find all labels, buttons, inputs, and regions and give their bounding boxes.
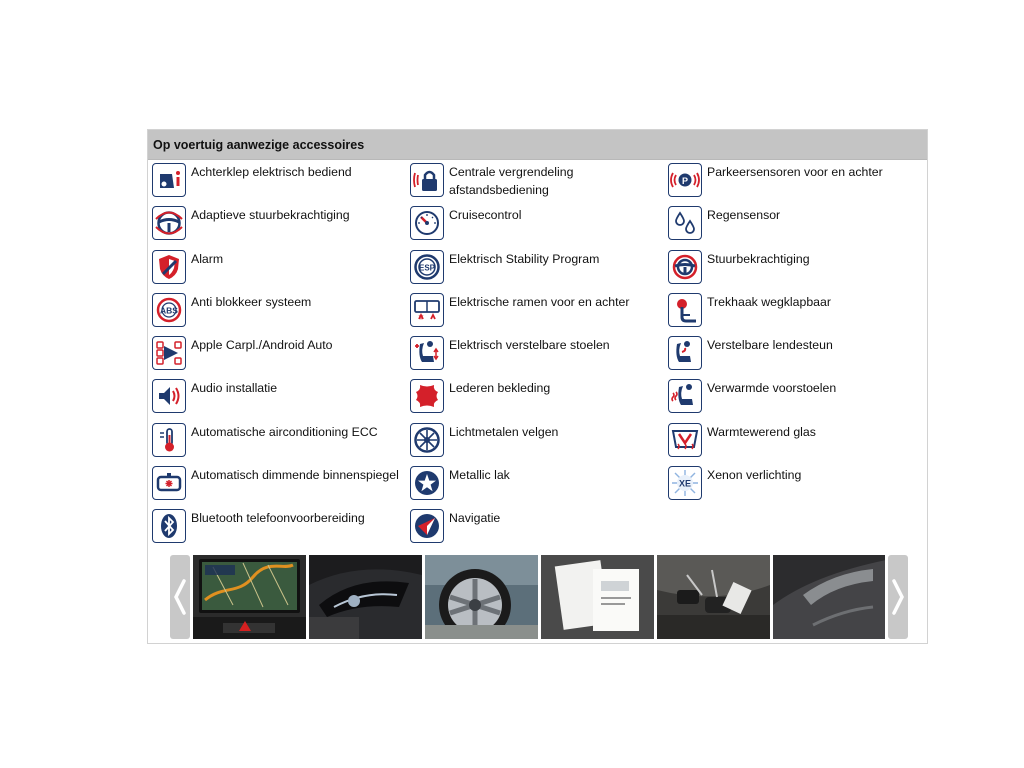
speedometer-icon xyxy=(410,206,444,240)
panel-title: Op voertuig aanwezige accessoires xyxy=(148,130,927,160)
accessories-grid xyxy=(152,162,926,552)
svg-text:XE: XE xyxy=(678,478,692,489)
metallic-star-icon xyxy=(410,466,444,500)
accessory-label: Automatisch dimmende binnenspiegel xyxy=(191,468,399,483)
heat-glass-icon xyxy=(668,423,702,457)
accessory-label: Verstelbare lendesteun xyxy=(707,338,833,353)
svg-text:ABS: ABS xyxy=(160,305,178,316)
esp-icon xyxy=(410,250,444,284)
thumbnail-headlight[interactable] xyxy=(309,555,422,639)
accessory-label: Metallic lak xyxy=(449,468,510,483)
accessory-item xyxy=(668,335,926,378)
mirror-icon xyxy=(152,466,186,500)
accessory-item xyxy=(668,378,926,421)
accessory-item xyxy=(152,205,410,248)
accessory-item xyxy=(668,292,926,335)
power-windows-icon xyxy=(410,293,444,327)
rain-drops-icon xyxy=(668,206,702,240)
accessory-label: Apple Carpl./Android Auto xyxy=(191,338,333,353)
accessory-item xyxy=(152,249,410,292)
tow-hook-icon xyxy=(668,293,702,327)
gallery-prev-button[interactable] xyxy=(170,555,190,639)
accessory-label: Cruisecontrol xyxy=(449,208,522,223)
accessory-label: Navigatie xyxy=(449,511,501,526)
accessory-label: Automatische airconditioning ECC xyxy=(191,424,378,439)
accessory-item xyxy=(152,162,410,205)
power-seat-icon xyxy=(410,336,444,370)
accessories-column-1 xyxy=(152,162,410,552)
accessory-label: Xenon verlichting xyxy=(707,468,802,483)
xenon-icon xyxy=(668,466,702,500)
svg-text:P: P xyxy=(681,176,689,186)
accessory-label: Verwarmde voorstoelen xyxy=(707,381,837,396)
accessory-item xyxy=(668,205,926,248)
accessory-item xyxy=(668,162,926,205)
accessory-label: Warmtewerend glas xyxy=(707,424,816,439)
accessory-item xyxy=(410,335,668,378)
gallery-next-button[interactable] xyxy=(888,555,908,639)
accessory-label: Centrale vergrendeling afstandsbediening xyxy=(449,165,574,197)
tailgate-icon xyxy=(152,163,186,197)
accessory-item xyxy=(410,292,668,335)
steering-wheel-icon xyxy=(668,250,702,284)
navigation-icon xyxy=(410,509,444,543)
accessory-label: Parkeersensoren voor en achter xyxy=(707,165,883,179)
accessory-item xyxy=(668,422,926,465)
accessory-item xyxy=(152,465,410,508)
carplay-icon xyxy=(152,336,186,370)
accessory-label: Anti blokkeer systeem xyxy=(191,294,312,309)
accessories-column-3 xyxy=(668,162,926,552)
thumbnail-nav-screen[interactable] xyxy=(193,555,306,639)
accessory-item xyxy=(152,292,410,335)
accessory-label: Audio installatie xyxy=(191,381,278,396)
accessory-label: Elektrische ramen voor en achter xyxy=(449,294,630,309)
heated-seat-icon xyxy=(668,379,702,413)
accessory-label: Trekhaak wegklapbaar xyxy=(707,294,831,309)
alarm-shield-icon xyxy=(152,250,186,284)
lumbar-seat-icon xyxy=(668,336,702,370)
thermometer-icon xyxy=(152,423,186,457)
thumbnail-manuals[interactable] xyxy=(541,555,654,639)
accessory-item xyxy=(410,465,668,508)
thumbnail-keys[interactable] xyxy=(657,555,770,639)
accessory-item xyxy=(410,508,668,551)
chevron-left-icon xyxy=(173,577,187,617)
thumbnail-door-handle[interactable] xyxy=(773,555,885,639)
accessory-label: Alarm xyxy=(191,251,224,266)
accessory-label: Stuurbekrachtiging xyxy=(707,251,810,266)
accessory-item xyxy=(410,378,668,421)
accessory-item xyxy=(668,249,926,292)
accessory-item xyxy=(410,422,668,465)
accessory-item xyxy=(152,378,410,421)
accessory-item xyxy=(152,508,410,551)
adaptive-steering-icon xyxy=(152,206,186,240)
wheel-icon xyxy=(410,423,444,457)
accessory-label: Lederen bekleding xyxy=(449,381,551,396)
accessory-item xyxy=(410,205,668,248)
accessory-label: Elektrisch verstelbare stoelen xyxy=(449,338,610,353)
bluetooth-icon xyxy=(152,509,186,543)
accessory-label: Adaptieve stuurbekrachtiging xyxy=(191,208,350,223)
thumbnail-alloy-wheel[interactable] xyxy=(425,555,538,639)
accessory-label: Regensensor xyxy=(707,208,781,223)
accessory-label: Elektrisch Stability Program xyxy=(449,251,600,266)
accessory-label: Bluetooth telefoonvoorbereiding xyxy=(191,511,365,526)
accessory-label: Achterklep elektrisch bediend xyxy=(191,165,352,179)
accessory-item xyxy=(152,422,410,465)
accessory-label: Lichtmetalen velgen xyxy=(449,424,559,439)
gallery-thumbnails xyxy=(193,555,885,639)
leather-icon xyxy=(410,379,444,413)
abs-icon xyxy=(152,293,186,327)
accessory-item xyxy=(668,465,926,508)
accessory-item xyxy=(410,162,668,205)
accessories-column-2 xyxy=(410,162,668,552)
lock-icon xyxy=(410,163,444,197)
accessory-item xyxy=(410,249,668,292)
parking-sensor-icon xyxy=(668,163,702,197)
speaker-icon xyxy=(152,379,186,413)
chevron-right-icon xyxy=(891,577,905,617)
accessory-item xyxy=(152,335,410,378)
svg-text:ESP: ESP xyxy=(418,263,436,273)
accessories-panel xyxy=(147,129,928,644)
photo-gallery xyxy=(170,555,908,639)
